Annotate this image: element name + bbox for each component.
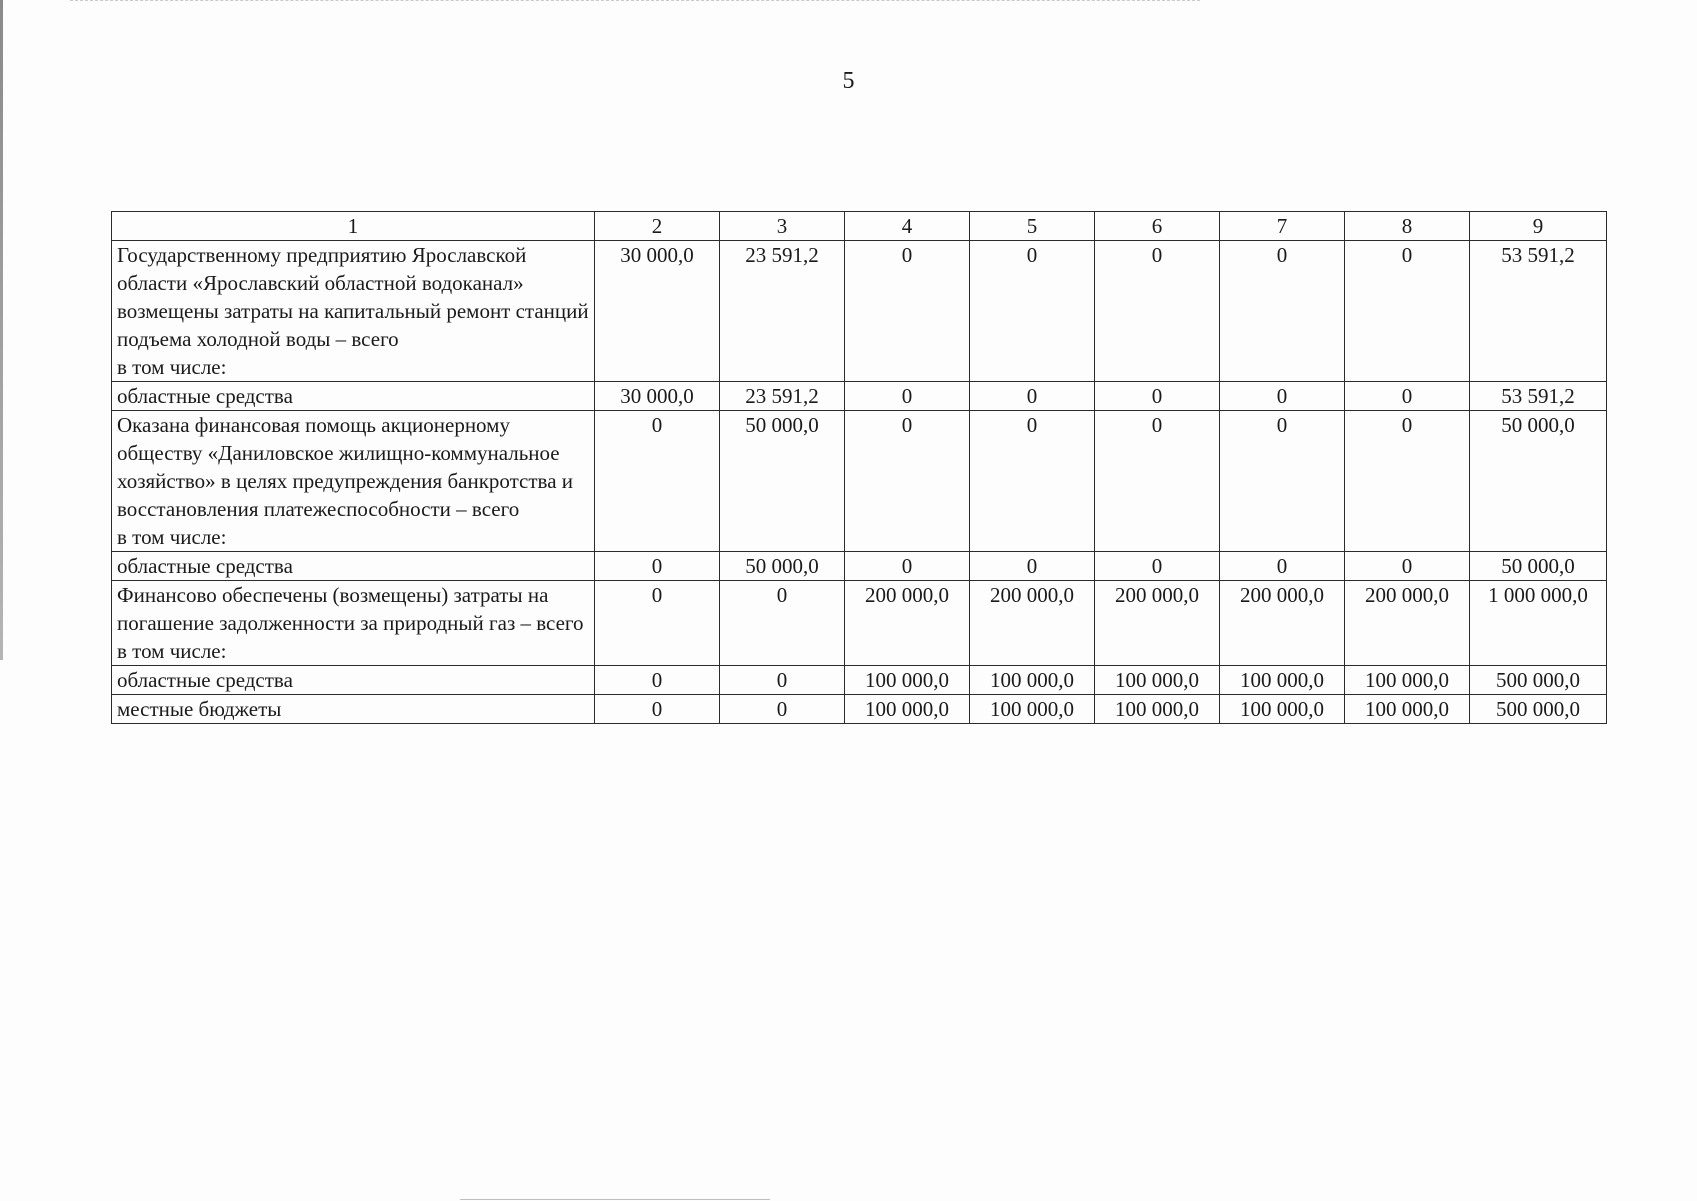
value-cell: 0 — [970, 382, 1095, 411]
value-cell: 23 591,2 — [720, 241, 845, 382]
row-description: областные средства — [112, 382, 595, 411]
row-description-cell — [112, 241, 595, 382]
value-cell: 0 — [720, 695, 845, 724]
column-header: 9 — [1470, 212, 1607, 241]
value-cell: 100 000,0 — [1345, 666, 1470, 695]
row-subtitle: в том числе: — [117, 355, 227, 379]
total-cell: 1 000 000,0 — [1470, 581, 1607, 666]
value-cell: 23 591,2 — [720, 382, 845, 411]
table-header-row — [112, 212, 1607, 241]
value-cell: 0 — [1220, 382, 1345, 411]
value-cell: 0 — [720, 666, 845, 695]
total-cell: 50 000,0 — [1470, 552, 1607, 581]
value-cell: 0 — [1095, 411, 1220, 552]
value-cell: 100 000,0 — [845, 695, 970, 724]
row-description: областные средства — [112, 666, 595, 695]
value-cell: 0 — [845, 382, 970, 411]
value-cell: 0 — [1220, 411, 1345, 552]
table-row — [112, 581, 1607, 666]
row-description: местные бюджеты — [112, 695, 595, 724]
value-cell: 0 — [595, 581, 720, 666]
total-cell: 500 000,0 — [1470, 695, 1607, 724]
column-header: 4 — [845, 212, 970, 241]
value-cell: 50 000,0 — [720, 411, 845, 552]
value-cell: 0 — [1345, 241, 1470, 382]
row-subtitle: в том числе: — [117, 639, 227, 663]
value-cell: 0 — [970, 241, 1095, 382]
value-cell: 0 — [1095, 382, 1220, 411]
value-cell: 100 000,0 — [1095, 695, 1220, 724]
value-cell: 0 — [1345, 382, 1470, 411]
value-cell: 100 000,0 — [970, 666, 1095, 695]
value-cell: 0 — [595, 552, 720, 581]
scan-top-noise — [70, 0, 1200, 5]
row-description: Государственному предприятию Ярославской области «Ярославский областной водоканал» возмещены затраты на капитальный ремонт станций подъема холодной воды – всего — [117, 243, 589, 351]
table-row — [112, 695, 1607, 724]
value-cell: 0 — [1095, 241, 1220, 382]
page-number: 5 — [842, 68, 855, 94]
scan-edge-shadow — [0, 0, 3, 660]
table-row — [112, 552, 1607, 581]
value-cell: 100 000,0 — [1220, 695, 1345, 724]
table-row — [112, 666, 1607, 695]
value-cell: 0 — [595, 666, 720, 695]
row-description: областные средства — [112, 552, 595, 581]
total-cell: 53 591,2 — [1470, 241, 1607, 382]
value-cell: 0 — [720, 581, 845, 666]
value-cell: 50 000,0 — [720, 552, 845, 581]
column-header: 2 — [595, 212, 720, 241]
row-description-cell — [112, 581, 595, 666]
value-cell: 0 — [970, 411, 1095, 552]
total-cell: 50 000,0 — [1470, 411, 1607, 552]
row-description-cell — [112, 411, 595, 552]
value-cell: 100 000,0 — [1345, 695, 1470, 724]
total-cell: 500 000,0 — [1470, 666, 1607, 695]
value-cell: 200 000,0 — [845, 581, 970, 666]
value-cell: 30 000,0 — [595, 382, 720, 411]
value-cell: 0 — [595, 695, 720, 724]
value-cell: 100 000,0 — [970, 695, 1095, 724]
value-cell: 200 000,0 — [1345, 581, 1470, 666]
column-header: 1 — [112, 212, 595, 241]
value-cell: 100 000,0 — [845, 666, 970, 695]
table-row — [112, 241, 1607, 382]
value-cell: 0 — [1220, 241, 1345, 382]
column-header: 7 — [1220, 212, 1345, 241]
funding-table — [111, 211, 1607, 724]
value-cell: 0 — [595, 411, 720, 552]
column-header: 6 — [1095, 212, 1220, 241]
value-cell: 30 000,0 — [595, 241, 720, 382]
value-cell: 100 000,0 — [1095, 666, 1220, 695]
column-header: 8 — [1345, 212, 1470, 241]
row-description: Финансово обеспечены (возмещены) затраты на погашение задолженности за природный газ – всего — [117, 583, 584, 635]
table-row — [112, 411, 1607, 552]
table-row — [112, 382, 1607, 411]
value-cell: 0 — [1220, 552, 1345, 581]
row-subtitle: в том числе: — [117, 525, 227, 549]
column-header: 3 — [720, 212, 845, 241]
value-cell: 200 000,0 — [1095, 581, 1220, 666]
value-cell: 0 — [845, 552, 970, 581]
value-cell: 0 — [970, 552, 1095, 581]
value-cell: 0 — [1345, 411, 1470, 552]
value-cell: 0 — [1095, 552, 1220, 581]
value-cell: 0 — [845, 241, 970, 382]
value-cell: 0 — [1345, 552, 1470, 581]
value-cell: 200 000,0 — [1220, 581, 1345, 666]
total-cell: 53 591,2 — [1470, 382, 1607, 411]
value-cell: 100 000,0 — [1220, 666, 1345, 695]
value-cell: 200 000,0 — [970, 581, 1095, 666]
column-header: 5 — [970, 212, 1095, 241]
row-description: Оказана финансовая помощь акционерному обществу «Даниловское жилищно-коммунальное хозяйство» в целях предупреждения банкротства и восстановления платежеспособности – всего — [117, 413, 574, 521]
value-cell: 0 — [845, 411, 970, 552]
